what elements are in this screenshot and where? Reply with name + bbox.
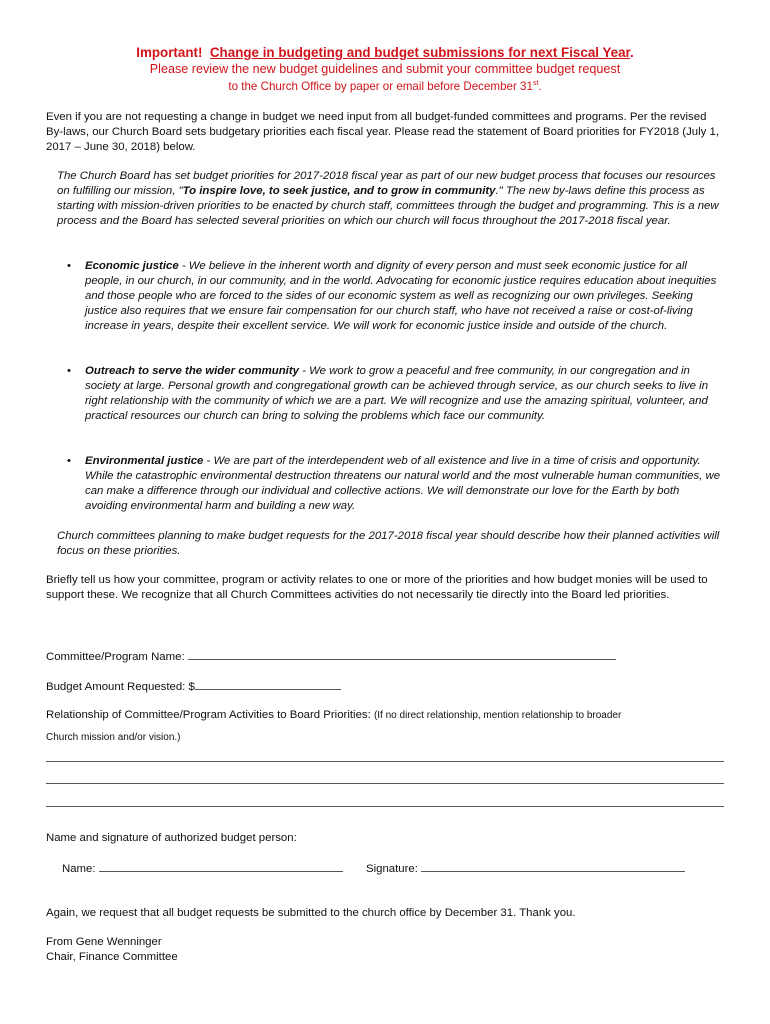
relationship-answer-line-3[interactable] [46,806,724,807]
priority-title: Environmental justice [85,455,204,467]
name-input[interactable] [99,860,343,872]
change-notice: Change in budgeting and budget submissions for next Fiscal Year [209,45,631,60]
program-name-field [46,648,616,665]
important-label: Important! [136,45,203,60]
statement-end: ." The new by-laws define this process as starting with mission-driven priorities to be enacted by church staff, committees through the budget and programming. This is a new process and the Board has selected several priorities on which our church will focus throughout the 2017-2018 fiscal year. [57,185,719,227]
program-name-input[interactable] [188,648,616,660]
instructions-paragraph: Briefly tell us how your committee, program or activity relates to one or more of the priorities and how budget monies will be used to support these. We recognize that all Church Committees activities do not necessarily tie directly into the Board led priorities. [46,574,708,601]
statement-start: The Church Board has set budget priorities for 2017-2018 fiscal year as part of our new budget process that focuses our resources on fulfilling our mission, " [57,170,716,197]
program-name-label: Committee/Program Name: [46,651,185,663]
bullet-icon: • [67,365,71,377]
priority-title: Economic justice [85,260,179,272]
sign-off-from: From Gene Wenninger [46,936,162,948]
intro-paragraph: Even if you are not requesting a change in budget we need input from all budget-funded committees and programs. Per the revised By-laws, our Church Board sets budgetary priorities each fiscal year. Please read the statement of Board priorities for FY2018 (July 1, 2017 – June 30, 2018) below. [46,111,720,153]
name-field [62,860,343,877]
relationship-note: (If no direct relationship, mention relationship to broader [373,710,622,721]
relationship-answer-line-1[interactable] [46,761,724,762]
priority-text: - We work to grow a peaceful and free community, in our congregation and in society at large. Personal growth and congregational growth can be achieved through service, as our church seeks to live in right relationship with the community of which we are a part. We will recognize and use the amazing spiritual, volunteer, and practical resources our church can bring to solving the problems which face our community. [85,365,709,422]
signature-heading: Name and signature of authorized budget person: [46,832,297,844]
bullet-icon: • [67,260,71,272]
relationship-label: Relationship of Committee/Program Activities to Board Priorities: [46,709,371,721]
deadline-period: . [538,80,542,93]
priority-title: Outreach to serve the wider community [85,365,299,377]
priority-outreach [63,364,723,424]
budget-amount-input[interactable] [195,678,341,690]
name-label: Name: [62,863,96,875]
closing-paragraph: Church committees planning to make budget requests for the 2017-2018 fiscal year should describe how their planned activities will focus on these priorities. [57,530,720,557]
signature-field [366,860,685,877]
relationship-field [46,708,621,723]
title-period: . [630,45,634,60]
mission-statement: To inspire love, to seek justice, and to grow in community [182,185,496,197]
sign-off-role: Chair, Finance Committee [46,951,178,963]
deadline-text: to the Church Office by paper or email before December 31 [228,80,533,93]
priority-text: - We are part of the interdependent web of all existence and live in a time of crisis and opportunity. While the catastrophic environmental destruction threatens our natural world and the most vulnerable human communities, we can make a difference through our individual and collective actions. We will demonstrate our love for the Earth by both avoiding environmental harm and building a new way. [85,455,721,512]
deadline-ordinal: st [532,80,539,87]
board-statement [57,169,725,229]
relationship-note-2: Church mission and/or vision.) [46,732,181,743]
budget-amount-field [46,678,341,695]
notice-deadline [0,77,770,94]
relationship-note-cont [46,730,181,745]
relationship-answer-line-2[interactable] [46,783,724,784]
notice-subtitle: Please review the new budget guidelines and submit your committee budget request [149,62,621,76]
priority-text: - We believe in the inherent worth and dignity of every person and must seek economic justice for all people, in our church, in our community, and in the world. Advocating for economic justice requires education about inequities and those people who are forced to the sides of our economic system as well as recognizing our own privileges. Seeking justice also requires that we ensure fair compensation for our church staff, who have not received a raise or cost-of-living increase in years, despite their excellent service. We will work for economic justice inside and outside of the church. [85,260,717,332]
notice-header [0,44,770,94]
bullet-icon: • [67,455,71,467]
final-request: Again, we request that all budget requests be submitted to the church office by December 31. Thank you. [46,907,576,919]
signature-label: Signature: [366,863,418,875]
notice-title [0,44,770,61]
priority-economic-justice [63,259,723,334]
budget-amount-label: Budget Amount Requested: $ [46,681,195,693]
priority-environmental-justice [63,454,723,514]
signature-input[interactable] [421,860,685,872]
